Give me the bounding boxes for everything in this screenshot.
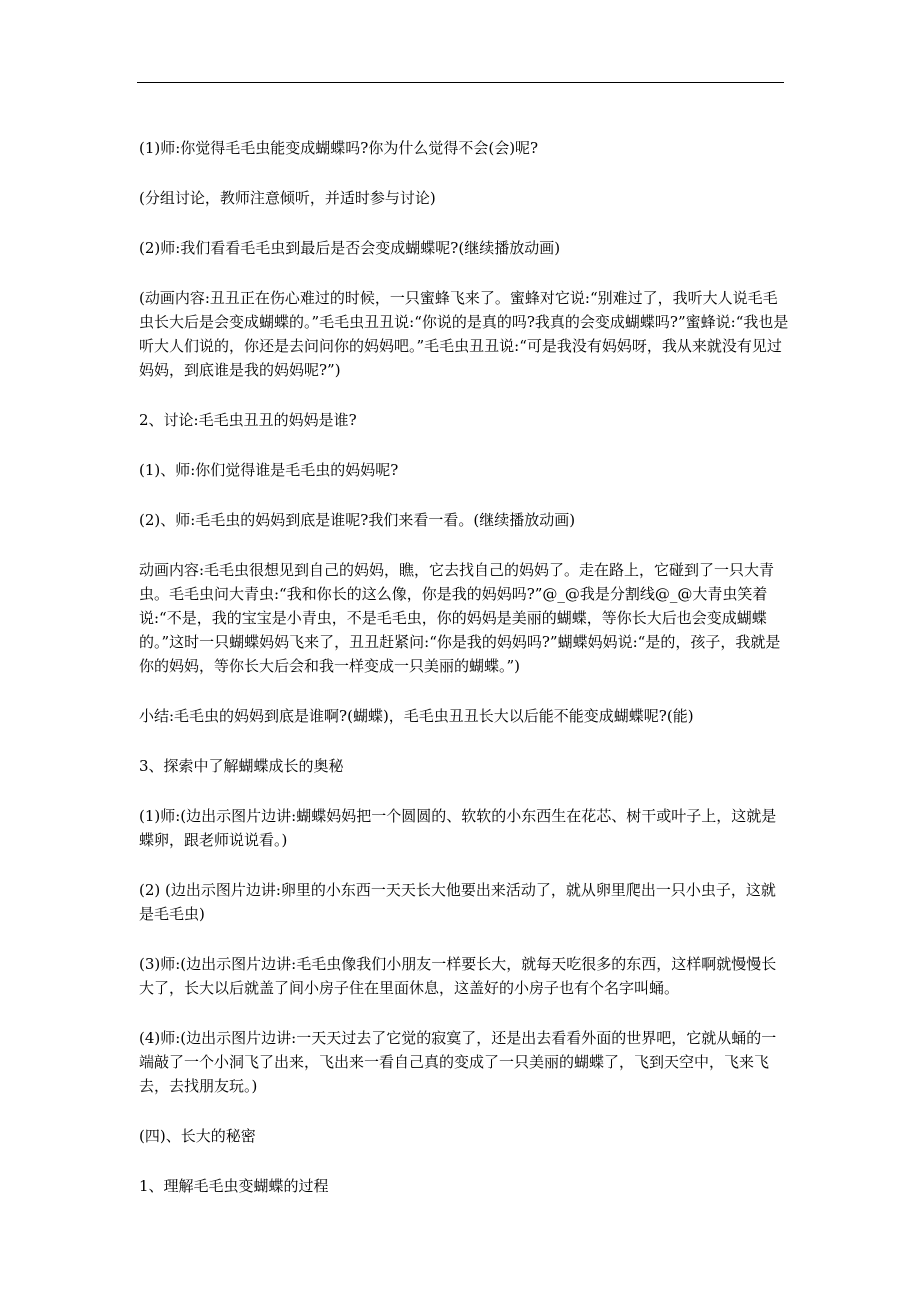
section-heading: 1、理解毛毛虫变蝴蝶的过程	[139, 1177, 329, 1195]
paragraph: 2、讨论:毛毛虫丑丑的妈妈是谁?	[139, 411, 357, 429]
paragraph: 小结:毛毛虫的妈妈到底是谁啊?(蝴蝶)，毛毛虫丑丑长大以后能不能变成蝴蝶呢?(能)	[139, 707, 694, 725]
paragraph: (2)、师:毛毛虫的妈妈到底是谁呢?我们来看一看。(继续播放动画)	[139, 511, 576, 529]
section-heading: (四)、长大的秘密	[139, 1127, 256, 1145]
paragraph: (动画内容:丑丑正在伤心难过的时候，一只蜜蜂飞来了。蜜蜂对它说:“别难过了，我听大人说毛毛虫长大后是会变成蝴蝶的。”毛毛虫丑丑说:“你说的是真的吗?我真的会变成蝴蝶吗?”蜜蜂说:“我也是听大人们说的，你还是去问问你的妈妈吧。”毛毛虫丑丑说:“可是我没有妈妈呀，我从来就没有见过妈妈，到底谁是我的妈妈呢?”)	[139, 289, 789, 379]
paragraph: 动画内容:毛毛虫很想见到自己的妈妈，瞧，它去找自己的妈妈了。走在路上，它碰到了一只大青虫。毛毛虫问大青虫:“我和你长的这么像，你是我的妈妈吗?”@_@我是分割线@_@大青虫笑着说:“不是，我的宝宝是小青虫，不是毛毛虫，你的妈妈是美丽的蝴蝶，等你长大后也会变成蝴蝶的。”这时一只蝴蝶妈妈飞来了，丑丑赶紧问:“你是我的妈妈吗?”蝴蝶妈妈说:“是的，孩子，我就是你的妈妈，等你长大后会和我一样变成一只美丽的蝴蝶。”)	[139, 561, 781, 675]
paragraph: (3)师:(边出示图片边讲:毛毛虫像我们小朋友一样要长大，就每天吃很多的东西，这样啊就慢慢长大了，长大以后就盖了间小房子住在里面休息，这盖好的小房子也有个名字叫蛹。	[139, 955, 777, 997]
paragraph: (分组讨论，教师注意倾听，并适时参与讨论)	[139, 189, 436, 207]
header-rule	[137, 82, 784, 83]
section-heading: 3、探索中了解蝴蝶成长的奥秘	[139, 757, 344, 775]
paragraph: (1)、师:你们觉得谁是毛毛虫的妈妈呢?	[139, 461, 399, 479]
paragraph: (1)师:你觉得毛毛虫能变成蝴蝶吗?你为什么觉得不会(会)呢?	[139, 139, 539, 157]
paragraph: (1)师:(边出示图片边讲:蝴蝶妈妈把一个圆圆的、软软的小东西生在花芯、树干或叶子上，这就是蝶卵，跟老师说说看。)	[139, 807, 777, 849]
paragraph: (4)师:(边出示图片边讲:一天天过去了它觉的寂寞了，还是出去看看外面的世界吧，它就从蛹的一端敲了一个小洞飞了出来，飞出来一看自己真的变成了一只美丽的蝴蝶了，飞到天空中，飞来飞去，去找朋友玩。)	[139, 1029, 777, 1095]
document-body	[139, 136, 789, 1224]
paragraph: (2) (边出示图片边讲:卵里的小东西一天天长大他要出来活动了，就从卵里爬出一只小虫子，这就是毛毛虫)	[139, 881, 776, 923]
paragraph: (2)师:我们看看毛毛虫到最后是否会变成蝴蝶呢?(继续播放动画)	[139, 239, 561, 257]
